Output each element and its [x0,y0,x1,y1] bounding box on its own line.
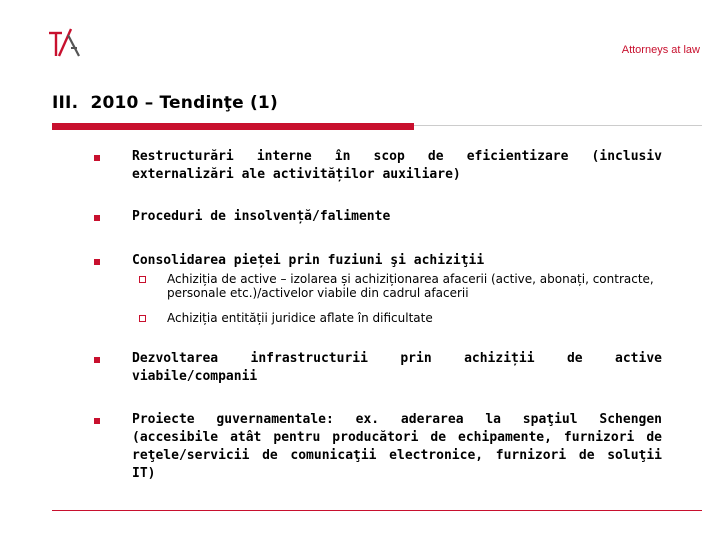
sub-item-achizitie-active: Achiziția de active – izolarea și achiziționarea afacerii (active, abonați, contracte, personale etc.)/activelor viabile din cadrul afacerii [167,272,654,300]
ta-logo [47,26,81,60]
bullet-item-infrastructura: Dezvoltarea infrastructurii prin achiziții de active viabile/companii [132,351,662,384]
footer-divider [52,510,702,511]
bullet-item-proiecte-guvernamentale: Proiecte guvernamentale: ex. aderarea la spaţiul Schengen (accesibile atât pentru producători de echipamente, furnizori de reţele/servicii de comunicaţii electronice, furnizori de soluţii IT) [132,412,662,481]
bullet-marker-icon [94,259,100,265]
tagline: Attorneys at law [621,44,700,56]
sub-item-achizitie-entitate: Achiziția entității juridice aflate în dificultate [167,311,433,325]
sub-bullet-marker-icon [139,276,146,283]
bullet-marker-icon [94,155,100,161]
bullet-marker-icon [94,357,100,363]
bullet-marker-icon [94,418,100,424]
ta-logo-icon [47,26,81,60]
title-accent-bar [52,123,414,130]
bullet-item-restructurari: Restructurări interne în scop de eficientizare (inclusiv externalizări ale activităților auxiliare) [132,149,662,182]
bullet-item-insolventa: Proceduri de insolvență/falimente [132,209,391,224]
sub-bullet-marker-icon [139,315,146,322]
bullet-item-consolidare: Consolidarea pieței prin fuziuni şi achiziţii [132,253,485,268]
bullet-marker-icon [94,215,100,221]
slide-title: III. 2010 – Tendinţe (1) [52,93,278,113]
